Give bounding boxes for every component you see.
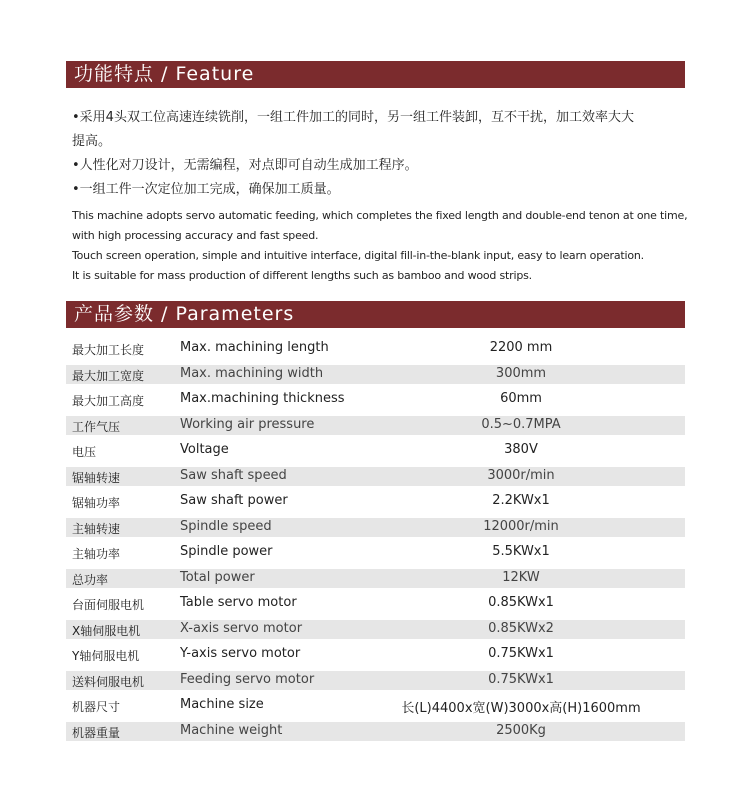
param-value: 0.5~0.7MPA	[481, 417, 561, 432]
feature-en-line: with high processing accuracy and fast speed.	[72, 229, 319, 242]
param-cn-label: 最大加工宽度	[72, 369, 145, 383]
table-row	[66, 416, 685, 435]
table-row	[66, 645, 685, 664]
param-value: 2200 mm	[489, 340, 553, 355]
feature-cn-line: •人性化对刀设计，无需编程，对点即可自动生成加工程序。	[72, 158, 418, 173]
param-value: 0.75KWx1	[488, 672, 554, 687]
feature-en-line: This machine adopts servo automatic feeding, which completes the fixed length and double-end tenon at one time,	[72, 209, 688, 222]
param-value: 0.85KWx2	[488, 621, 554, 636]
table-row	[66, 365, 685, 384]
param-value: 5.5KWx1	[492, 544, 550, 559]
param-value: 0.75KWx1	[488, 646, 554, 661]
param-value: 0.85KWx1	[488, 595, 554, 610]
param-value: 长(L)4400x宽(W)3000x高(H)1600mm	[401, 701, 641, 716]
param-en-label: X-axis servo motor	[180, 621, 303, 636]
table-row	[66, 594, 685, 613]
table-row	[66, 722, 685, 741]
table-row	[66, 569, 685, 588]
feature-heading: 功能特点 / Feature	[74, 63, 255, 85]
param-cn-label: 送料伺服电机	[72, 675, 145, 689]
param-cn-label: 电压	[72, 445, 97, 459]
param-value: 2.2KWx1	[492, 493, 550, 508]
param-cn-label: 锯轴转速	[72, 471, 121, 485]
param-en-label: Y-axis servo motor	[180, 646, 301, 661]
feature-en-line: Touch screen operation, simple and intuitive interface, digital fill-in-the-blank input, easy to learn operation.	[72, 249, 644, 262]
param-en-label: Machine weight	[180, 723, 283, 738]
param-en-label: Max. machining width	[180, 366, 324, 381]
param-value: 300mm	[495, 366, 547, 381]
param-value: 3000r/min	[487, 468, 555, 483]
param-value: 380V	[504, 442, 538, 457]
param-cn-label: X轴伺服电机	[72, 624, 141, 638]
table-row	[66, 390, 685, 409]
param-en-label: Total power	[180, 570, 255, 585]
param-en-label: Feeding servo motor	[180, 672, 315, 687]
param-value: 12000r/min	[483, 519, 559, 534]
feature-cn-line: •采用4头双工位高速连续铣削，一组工件加工的同时，另一组工件装卸，互不干扰，加工效率大大	[72, 110, 634, 125]
table-row	[66, 492, 685, 511]
param-en-label: Spindle speed	[180, 519, 272, 534]
param-en-label: Spindle power	[180, 544, 273, 559]
param-cn-label: 最大加工高度	[72, 394, 145, 408]
feature-section-header	[66, 61, 685, 88]
param-cn-label: 锯轴功率	[72, 496, 121, 510]
table-row	[66, 671, 685, 690]
param-cn-label: 机器尺寸	[72, 700, 121, 714]
param-cn-label: 工作气压	[72, 420, 121, 434]
feature-cn-line: 提高。	[72, 134, 112, 149]
table-row	[66, 696, 685, 715]
param-value: 2500Kg	[496, 723, 546, 738]
param-value: 12KW	[502, 570, 540, 585]
param-en-label: Saw shaft power	[180, 493, 288, 508]
parameters-section-header	[66, 301, 685, 328]
param-cn-label: 最大加工长度	[72, 343, 145, 357]
table-row	[66, 518, 685, 537]
param-cn-label: 主轴转速	[72, 522, 121, 536]
table-row	[66, 467, 685, 486]
parameters-heading: 产品参数 / Parameters	[74, 303, 295, 325]
param-en-label: Working air pressure	[180, 417, 315, 432]
feature-cn-line: •一组工件一次定位加工完成，确保加工质量。	[72, 182, 340, 197]
param-en-label: Machine size	[180, 697, 264, 712]
table-row	[66, 339, 685, 358]
param-en-label: Table servo motor	[180, 595, 297, 610]
param-cn-label: 主轴功率	[72, 547, 121, 561]
feature-en-line: It is suitable for mass production of different lengths such as bamboo and wood strips.	[72, 269, 532, 282]
param-en-label: Saw shaft speed	[180, 468, 287, 483]
param-cn-label: 机器重量	[72, 726, 121, 740]
param-cn-label: Y轴伺服电机	[72, 649, 140, 663]
param-en-label: Voltage	[180, 442, 229, 457]
table-row	[66, 441, 685, 460]
table-row	[66, 620, 685, 639]
param-en-label: Max.machining thickness	[180, 391, 345, 406]
table-row	[66, 543, 685, 562]
param-en-label: Max. machining length	[180, 340, 329, 355]
param-value: 60mm	[500, 391, 542, 406]
param-cn-label: 总功率	[72, 573, 109, 587]
param-cn-label: 台面伺服电机	[72, 598, 145, 612]
